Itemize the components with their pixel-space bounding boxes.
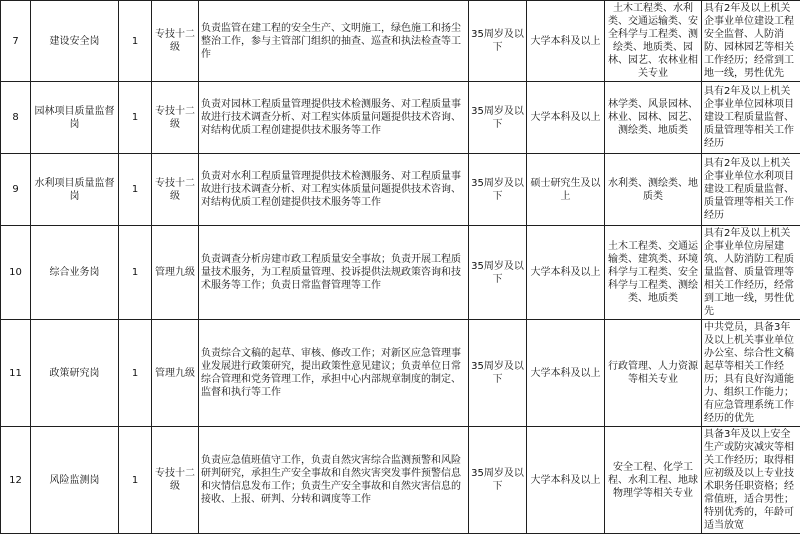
headcount-cell: [119, 154, 152, 226]
headcount: 1: [121, 111, 149, 124]
headcount-cell: [119, 226, 152, 320]
age-requirement: 35周岁及以下: [471, 360, 524, 386]
major-requirement: 土木工程类、交通运输类、建筑类、环境科学与工程类、安全科学与工程类、测绘类、地质类: [607, 240, 699, 305]
row-number: 11: [3, 367, 28, 380]
other-requirements: 具备3年及以上安全生产或防灾减灾等相关工作经历；取得相应初级及以上专业技术职务任职资格；经常值班，适合男性；特别优秀的，年龄可适当放宽: [704, 428, 798, 532]
post-level-cell: [152, 1, 199, 82]
post-level-cell: [152, 427, 199, 534]
headcount-cell: [119, 1, 152, 82]
education-requirement: 硕士研究生及以上: [529, 177, 602, 203]
position-name-cell: [31, 427, 119, 534]
other-requirements: 具有2年及以上机关企事业单位房屋建筑、人防消防工程质量监督、质量管理等相关工作经历，经常到工地一线，男性优先: [704, 227, 798, 318]
position-name: 综合业务岗: [33, 266, 116, 279]
table-row: [1, 427, 800, 534]
age-requirement: 35周岁及以下: [471, 105, 524, 131]
age-requirement-cell: [469, 82, 527, 154]
major-requirement-cell: [605, 427, 702, 534]
major-requirement: 土木工程类、水利类、交通运输类、安全科学与工程类、测绘类、地质类、园林、园艺、农林业相关专业: [607, 2, 699, 80]
age-requirement: 35周岁及以下: [471, 260, 524, 286]
position-name: 建设安全岗: [33, 35, 116, 48]
row-number: 10: [3, 266, 28, 279]
row-number: 8: [3, 111, 28, 124]
position-name-cell: [31, 82, 119, 154]
table-row: [1, 1, 800, 82]
age-requirement: 35周岁及以下: [471, 467, 524, 493]
job-duties-cell: [199, 1, 469, 82]
major-requirement-cell: [605, 1, 702, 82]
major-requirement: 水利类、测绘类、地质类: [607, 177, 699, 203]
position-name: 园林项目质量监督岗: [33, 105, 116, 131]
post-level-cell: [152, 320, 199, 427]
education-requirement: 大学本科及以上: [529, 367, 602, 380]
education-requirement: 大学本科及以上: [529, 474, 602, 487]
position-name: 水利项目质量监督岗: [33, 177, 116, 203]
major-requirement-cell: [605, 320, 702, 427]
job-duties: 负责调查分析房建市政工程质量安全事故；负责开展工程质量技术服务，为工程质量管理、投诉提供法规政策咨询和技术服务等工作；负责日常监督管理等工作: [201, 253, 466, 292]
row-number-cell: [1, 154, 31, 226]
row-number-cell: [1, 320, 31, 427]
post-level: 管理九级: [154, 266, 196, 279]
major-requirement: 林学类、风景园林、林业、园林、园艺、测绘类、地质类: [607, 98, 699, 137]
job-duties: 负责监管在建工程的安全生产、文明施工，绿色施工和扬尘整治工作，参与主管部门组织的抽查、巡查和执法检查等工作: [201, 22, 466, 61]
major-requirement: 行政管理、人力资源等相关专业: [607, 360, 699, 386]
education-requirement-cell: [527, 320, 605, 427]
education-requirement-cell: [527, 427, 605, 534]
headcount: 1: [121, 183, 149, 196]
job-duties-cell: [199, 82, 469, 154]
post-level: 专技十二级: [154, 467, 196, 493]
other-requirements-cell: [702, 1, 800, 82]
post-level: 专技十二级: [154, 177, 196, 203]
headcount: 1: [121, 35, 149, 48]
major-requirement-cell: [605, 154, 702, 226]
other-requirements: 中共党员，具备3年及以上机关事业单位办公室、综合性文稿起草等相关工作经历；具有良好沟通能力、组织工作能力；有应急管理系统工作经历的优先: [704, 321, 798, 425]
age-requirement-cell: [469, 1, 527, 82]
position-name-cell: [31, 226, 119, 320]
other-requirements-cell: [702, 154, 800, 226]
age-requirement-cell: [469, 427, 527, 534]
job-duties: 负责对园林工程质量管理提供技术检测服务、对工程质量事故进行技术调查分析、对工程实体质量问题提供技术咨询、对结构优质工程创建提供技术服务等工作: [201, 98, 466, 137]
education-requirement-cell: [527, 1, 605, 82]
education-requirement-cell: [527, 82, 605, 154]
post-level-cell: [152, 82, 199, 154]
major-requirement: 安全工程、化学工程、水利工程、地球物理学等相关专业: [607, 461, 699, 500]
education-requirement: 大学本科及以上: [529, 111, 602, 124]
education-requirement-cell: [527, 226, 605, 320]
headcount-cell: [119, 320, 152, 427]
other-requirements-cell: [702, 82, 800, 154]
headcount-cell: [119, 427, 152, 534]
education-requirement: 大学本科及以上: [529, 35, 602, 48]
headcount: 1: [121, 367, 149, 380]
table-row: [1, 154, 800, 226]
row-number: 7: [3, 35, 28, 48]
major-requirement-cell: [605, 82, 702, 154]
position-name: 政策研究岗: [33, 367, 116, 380]
age-requirement: 35周岁及以下: [471, 177, 524, 203]
row-number-cell: [1, 226, 31, 320]
other-requirements-cell: [702, 320, 800, 427]
job-duties-cell: [199, 320, 469, 427]
position-name-cell: [31, 320, 119, 427]
major-requirement-cell: [605, 226, 702, 320]
post-level: 管理九级: [154, 367, 196, 380]
row-number-cell: [1, 427, 31, 534]
education-requirement-cell: [527, 154, 605, 226]
headcount: 1: [121, 474, 149, 487]
position-name-cell: [31, 154, 119, 226]
row-number-cell: [1, 82, 31, 154]
headcount: 1: [121, 266, 149, 279]
job-duties: 负责综合文稿的起草、审核、修改工作；对新区应急管理事业发展进行政策研究，提出政策性意见建议；负责单位日常综合管理和党务管理工作，承担中心内部规章制度的制定、监督和执行等工作: [201, 347, 466, 399]
table-row: [1, 226, 800, 320]
job-duties: 负责对水利工程质量管理提供技术检测服务、对工程质量事故进行技术调查分析、对工程实体质量问题提供技术咨询、对结构优质工程创建提供技术服务等工作: [201, 170, 466, 209]
other-requirements: 具有2年及以上机关企事业单位园林项目建设工程质量监督、质量管理等相关工作经历: [704, 85, 798, 150]
age-requirement: 35周岁及以下: [471, 28, 524, 54]
post-level: 专技十二级: [154, 28, 196, 54]
other-requirements: 具有2年及以上机关企事业单位水利项目建设工程质量监督、质量管理等相关工作经历: [704, 157, 798, 222]
other-requirements: 具有2年及以上机关企事业单位建设工程安全监督、人防消防、园林园艺等相关工作经历；经常到工地一线，男性优先: [704, 2, 798, 80]
row-number: 12: [3, 474, 28, 487]
table-row: [1, 82, 800, 154]
job-duties-cell: [199, 226, 469, 320]
post-level-cell: [152, 226, 199, 320]
education-requirement: 大学本科及以上: [529, 266, 602, 279]
age-requirement-cell: [469, 226, 527, 320]
table-row: [1, 320, 800, 427]
job-duties-cell: [199, 427, 469, 534]
post-level: 专技十二级: [154, 105, 196, 131]
post-level-cell: [152, 154, 199, 226]
job-duties: 负责应急值班值守工作，负责自然灾害综合监测预警和风险研判研究，承担生产安全事故和自然灾害突发事件预警信息和灾情信息发布工作；负责生产安全事故和自然灾害信息的接收、上报、研判、分转和调度等工作: [201, 454, 466, 506]
row-number-cell: [1, 1, 31, 82]
row-number: 9: [3, 183, 28, 196]
other-requirements-cell: [702, 226, 800, 320]
age-requirement-cell: [469, 154, 527, 226]
headcount-cell: [119, 82, 152, 154]
other-requirements-cell: [702, 427, 800, 534]
job-duties-cell: [199, 154, 469, 226]
position-name-cell: [31, 1, 119, 82]
age-requirement-cell: [469, 320, 527, 427]
position-name: 风险监测岗: [33, 474, 116, 487]
